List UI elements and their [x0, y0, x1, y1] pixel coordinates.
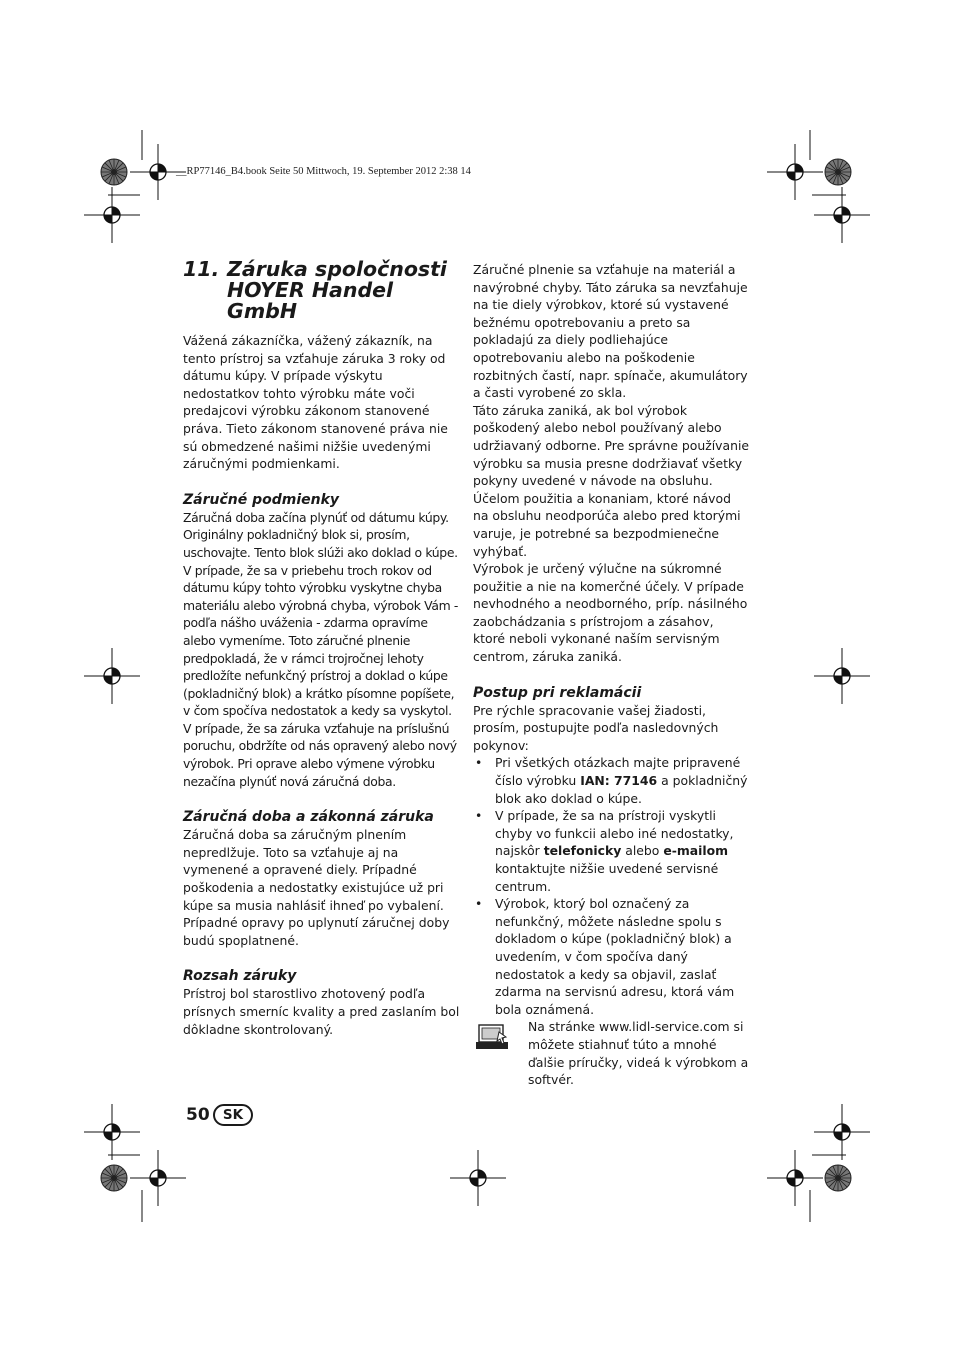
claims-intro: Pre rýchle spracovanie vašej žiadosti, prosím, postupujte podľa nasledovných pokynov: [473, 702, 719, 753]
page-title [183, 259, 461, 322]
scope-paragraph-4: Výrobok je určený výlučne na súkromné použitie a nie na komerčné účely. V prípade nevhodného a neodborného, príp. násilného zaobchádzania s prístrojom a zásahov, ktoré neboli vykonané naším servisným centrom, záruka zaniká. [473, 561, 748, 665]
conditions-paragraph-3: V prípade, že sa záruka vzťahuje na príslušnú poruchu, obdržíte od nás opravený alebo nový výrobok. Pri oprave alebo výmene výrobku nezačína plynúť nová záručná doba. [183, 720, 457, 789]
title-line-2: HOYER Handel GmbH [227, 278, 394, 323]
scope-paragraph-1: Prístroj bol starostlivo zhotovený podľa prísnych smerníc kvality a pred zaslaním bol dôkladne skontrolovaný. [183, 986, 460, 1037]
left-column [183, 259, 461, 1038]
list-item: • Výrobok, ktorý bol označený za nefunkčný, môžete následne spolu s dokladom o kúpe (pokladničný blok) a uvedením, v čom spočíva daný nedostatok a kedy sa objavil, zaslať zdarma na servisnú adresu, ktorá vám bola oznámená. [473, 895, 749, 1018]
download-note [473, 1018, 749, 1088]
right-column [473, 261, 749, 1089]
ian-number: IAN: 77146 [580, 773, 658, 789]
scope-paragraph-2: Záručné plnenie sa vzťahuje na materiál a navýrobné chyby. Táto záruka sa nevzťahuje na tie diely výrobkov, ktoré sú vystavené bežnému opotrebovaniu a preto sa pokladajú za diely podliehajúce opotrebovaniu alebo na poškodenie rozbitných častí, napr. spínače, akumulátory a časti vyrobené zo skla. [473, 262, 748, 401]
phone-emphasis: telefonicky [543, 843, 622, 859]
language-badge: SK [213, 1104, 253, 1126]
claims-steps-list [473, 754, 749, 1018]
conditions-paragraph-2: V prípade, že sa v priebehu troch rokov od dátumu kúpy tohto výrobku vyskytne chyba materiálu alebo výrobná chyba, výrobok Vám - podľa nášho uváženia - zdarma opravíme alebo vymeníme. Toto záručné plnenie predpokladá, že v rámci trojročnej lehoty predložíte nefunkčný prístroj a doklad o kúpe (pokladničný blok) a krátko písomne popíšete, v čom spočíva nedostatok a kedy sa vyskytol. [183, 562, 459, 719]
intro-paragraph: Vážená zákazníčka, vážený zákazník, na tento prístroj sa vzťahuje záruka 3 roky od dátumu kúpy. V prípade výskytu nedostatkov tohto výrobku máte voči predajcovi výrobku zákonom stanovené práva. Tieto zákonom stanovené práva nie sú obmedzené našimi nižšie uvedenými záručnými podmienkami. [183, 333, 448, 472]
list-item: • Pri všetkých otázkach majte pripravené číslo výrobku IAN: 77146 a pokladničný blok ako doklad o kúpe. [473, 754, 749, 807]
scope-paragraph-3: Táto záruka zaniká, ak bol výrobok poškodený alebo nebol používaný alebo udržiavaný odborne. Pre správne používanie výrobku sa musia presne dodržiavať všetky pokyny uvedené v návode na obsluhu. Účelom použitia a konaniam, ktoré návod na obsluhu neodporúča alebo pred ktorými varuje, je potrebné sa bezpodmienečne vyhýbať. [473, 402, 750, 559]
print-slug-line: __RP77146_B4.book Seite 50 Mittwoch, 19. September 2012 2:38 14 [176, 166, 471, 177]
download-manual-icon [475, 1024, 509, 1050]
conditions-heading: Záručné podmienky [183, 491, 340, 508]
claims-heading: Postup pri reklamácii [473, 684, 642, 701]
email-emphasis: e-mailom [663, 843, 729, 859]
conditions-paragraph-1: Záručná doba začína plynúť od dátumu kúpy. Originálny pokladničný blok si, prosím, uschovajte. Tento blok slúži ako doklad o kúpe. [183, 509, 458, 560]
period-paragraph: Záručná doba sa záručným plnením nepredlžuje. Toto sa vzťahuje aj na vymenené a opravené diely. Prípadné poškodenia a nedostatky existujúce už pri kúpe sa musia nahlásiť ihneď po vybalení. Prípadné opravy po uplynutí záručnej doby budú spoplatnené. [183, 827, 450, 948]
page-number: 50 [186, 1105, 210, 1125]
scope-heading: Rozsah záruky [183, 968, 297, 985]
list-item: • V prípade, že sa na prístroji vyskytli chyby vo funkcii alebo iné nedostatky, najskôr telefonicky alebo e-mailom kontaktujte nižšie uvedené servisné centrum. [473, 807, 749, 895]
download-note-text: Na stránke www.lidl-service.com si môžete stiahnuť túto a mnohé ďalšie príručky, videá k výrobkom a softvér. [528, 1019, 749, 1088]
title-line-1: Záruka spoločnosti [227, 257, 447, 281]
title-number: 11. [183, 257, 220, 281]
period-heading: Záručná doba a zákonná záruka [183, 809, 434, 826]
